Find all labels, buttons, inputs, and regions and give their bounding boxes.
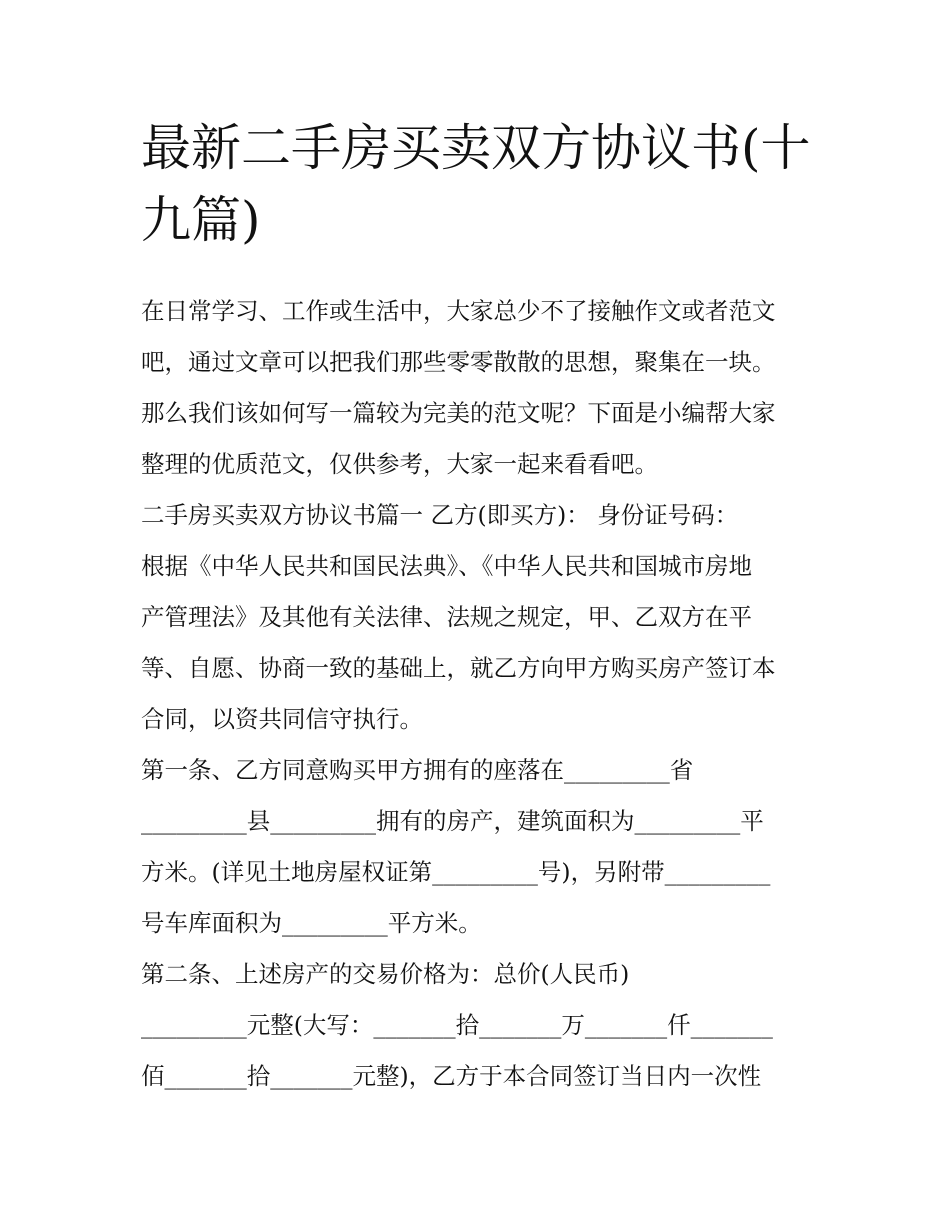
title-line-1: 最新二手房买卖双方协议书(十 — [141, 119, 811, 177]
document-page — [141, 112, 821, 1102]
body-line: 整理的优质范文，仅供参考，大家一起来看看吧。 — [141, 450, 658, 478]
body-line: 合同，以资共同信守执行。 — [141, 705, 423, 733]
body-line: 产管理法》及其他有关法律、法规之规定，甲、乙双方在平 — [141, 603, 752, 631]
body-line: 号车库面积为_________平方米。 — [141, 909, 482, 937]
body-line: 根据《中华人民共和国民法典》、《中华人民共和国城市房地 — [141, 552, 752, 580]
body-line: 吧，通过文章可以把我们那些零零散散的思想，聚集在一块。 — [141, 348, 776, 376]
body-line: 二手房买卖双方协议书篇一 乙方(即买方)： 身份证号码： — [141, 501, 739, 529]
document-title — [141, 112, 821, 256]
body-line: 那么我们该如何写一篇较为完美的范文呢？下面是小编帮大家 — [141, 399, 776, 427]
document-body — [141, 286, 821, 1102]
body-line: 等、自愿、协商一致的基础上，就乙方向甲方购买房产签订本 — [141, 654, 776, 682]
body-line: 佰_______拾_______元整)，乙方于本合同签订当日内一次性 — [141, 1062, 762, 1090]
body-line: 第一条、乙方同意购买甲方拥有的座落在_________省 — [141, 756, 694, 784]
body-line: 在日常学习、工作或生活中，大家总少不了接触作文或者范文 — [141, 297, 776, 325]
body-line: _________县_________拥有的房产，建筑面积为_________平 — [141, 807, 764, 835]
body-line: _________元整(大写：_______拾_______万_______仟_______ — [141, 1011, 773, 1039]
title-line-2: 九篇) — [141, 191, 261, 249]
body-line: 方米。(详见土地房屋权证第_________号)，另附带_________ — [141, 858, 771, 886]
body-line: 第二条、上述房产的交易价格为：总价(人民币) — [141, 960, 630, 988]
